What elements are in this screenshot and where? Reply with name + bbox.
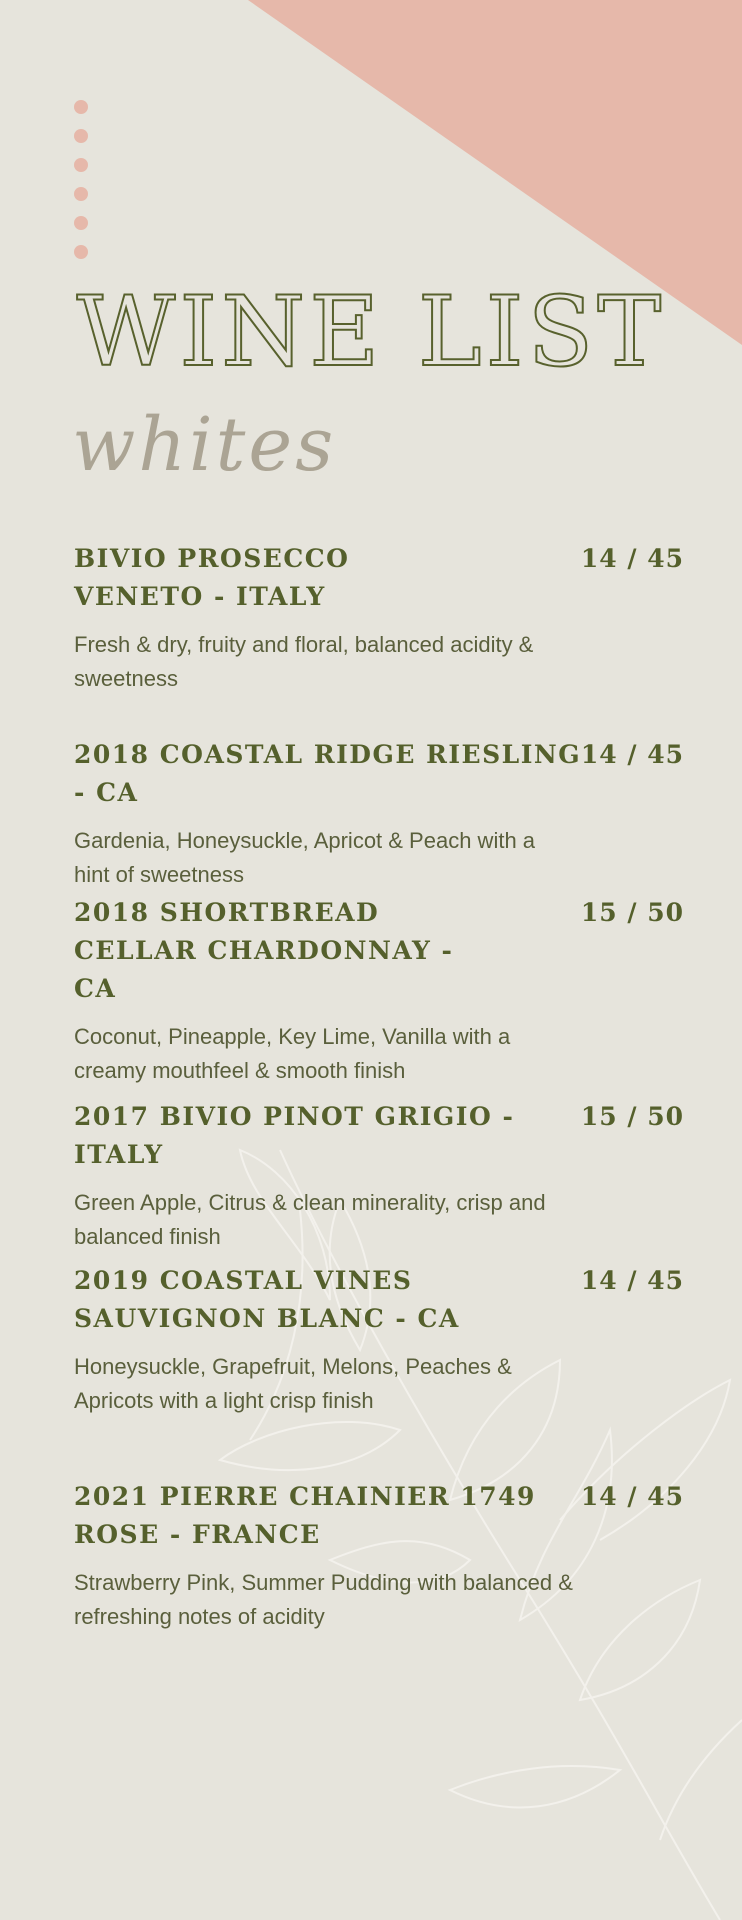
wine-description: Coconut, Pineapple, Key Lime, Vanilla with a creamy mouthfeel & smooth finish (74, 1024, 511, 1083)
wine-name: 2018 COASTAL RIDGE RIESLING - CA (74, 740, 582, 807)
wine-name: BIVIO PROSECCO VENETO - ITALY (74, 544, 350, 611)
decorative-dots (74, 100, 88, 274)
wine-price: 14 / 45 (580, 1482, 684, 1511)
wine-price: 14 / 45 (580, 1266, 684, 1295)
dot-icon (74, 158, 88, 172)
wine-price: 15 / 50 (580, 898, 684, 927)
wine-description: Fresh & dry, fruity and floral, balanced acidity & sweetness (74, 632, 534, 691)
wine-item (74, 540, 684, 696)
wine-name: 2017 BIVIO PINOT GRIGIO - ITALY (74, 1102, 515, 1169)
wine-price: 14 / 45 (580, 740, 684, 769)
wine-item (74, 1478, 684, 1634)
wine-price: 15 / 50 (580, 1102, 684, 1131)
wine-description: Gardenia, Honeysuckle, Apricot & Peach with a hint of sweetness (74, 828, 536, 887)
page-title: WINE LIST (76, 276, 666, 388)
wine-name: 2019 COASTAL VINES SAUVIGNON BLANC - CA (74, 1266, 460, 1333)
dot-icon (74, 129, 88, 143)
wine-name: 2021 PIERRE CHAINIER 1749 ROSE - FRANCE (74, 1482, 536, 1549)
section-subtitle: whites (72, 402, 337, 488)
wine-item (74, 1262, 684, 1418)
wine-description: Strawberry Pink, Summer Pudding with balanced & refreshing notes of acidity (74, 1570, 573, 1629)
wine-description: Green Apple, Citrus & clean minerality, crisp and balanced finish (74, 1190, 546, 1249)
wine-item (74, 894, 684, 1088)
wine-name: 2018 SHORTBREAD CELLAR CHARDONNAY - CA (74, 898, 454, 1003)
wine-item (74, 736, 684, 892)
wine-price: 14 / 45 (580, 544, 684, 573)
dot-icon (74, 100, 88, 114)
dot-icon (74, 216, 88, 230)
wine-description: Honeysuckle, Grapefruit, Melons, Peaches & Apricots with a light crisp finish (74, 1354, 512, 1413)
dot-icon (74, 187, 88, 201)
dot-icon (74, 245, 88, 259)
wine-item (74, 1098, 684, 1254)
